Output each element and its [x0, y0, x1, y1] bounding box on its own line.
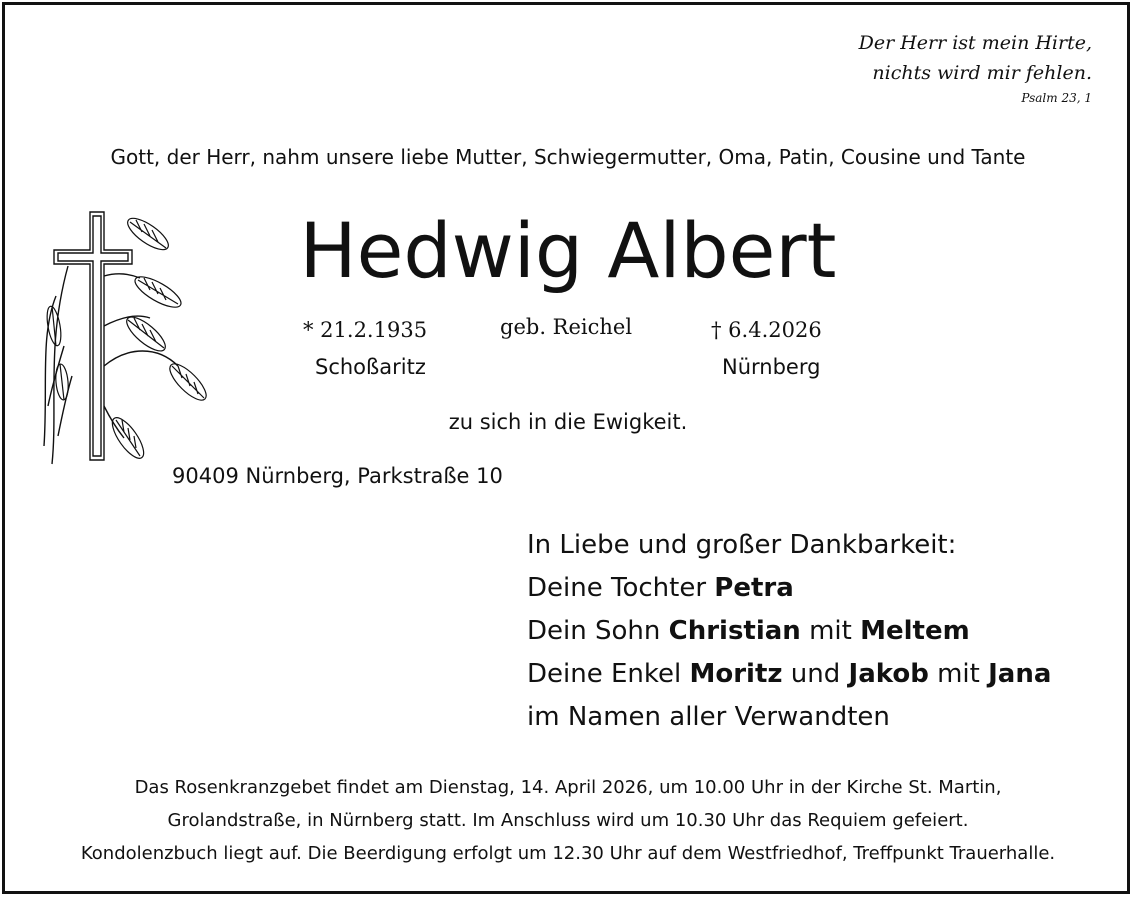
closing-line: zu sich in die Ewigkeit.	[448, 410, 688, 434]
family-line-grandchildren-mid-1: und	[782, 659, 849, 689]
deceased-name: Hedwig Albert	[299, 206, 837, 295]
notice-line-3: Kondolenzbuch liegt auf. Die Beerdigung erfolgt um 12.30 Uhr auf dem Westfriedhof, Treffpunkt Trauerhalle.	[80, 843, 1056, 864]
family-line-son	[527, 610, 970, 653]
grandchild-name-2: Jakob	[848, 659, 929, 689]
psalm-quote-line-2: nichts wird mir fehlen.	[872, 62, 1092, 84]
family-line-grandchildren-prefix: Deine Enkel	[527, 659, 690, 689]
family-line-daughter-prefix: Deine Tochter	[527, 573, 715, 603]
daughter-name: Petra	[714, 573, 794, 603]
notice-line-1: Das Rosenkranzgebet findet am Dienstag, 14. April 2026, um 10.00 Uhr in der Kirche St. Martin,	[134, 777, 1002, 798]
family-line-son-mid: mit	[800, 616, 861, 646]
family-line-grandchildren-mid-2: mit	[928, 659, 989, 689]
family-line-relatives: im Namen aller Verwandten	[527, 702, 890, 732]
family-heading: In Liebe und großer Dankbarkeit:	[527, 530, 957, 560]
family-line-son-prefix: Dein Sohn	[527, 616, 669, 646]
son-partner-name: Meltem	[860, 616, 970, 646]
grandchild-partner-name: Jana	[988, 659, 1052, 689]
intro-text: Gott, der Herr, nahm unsere liebe Mutter, Schwiegermutter, Oma, Patin, Cousine und Tante	[110, 145, 1026, 169]
death-date: † 6.4.2026	[711, 318, 822, 342]
birth-place: Schoßaritz	[315, 355, 426, 379]
family-line-grandchildren	[527, 653, 1051, 696]
psalm-reference: Psalm 23, 1	[1021, 91, 1092, 105]
notice-line-2: Grolandstraße, in Nürnberg statt. Im Anschluss wird um 10.30 Uhr das Requiem gefeiert.	[167, 810, 969, 831]
mourner-address: 90409 Nürnberg, Parkstraße 10	[172, 464, 503, 488]
son-name: Christian	[668, 616, 801, 646]
maiden-name: geb. Reichel	[500, 315, 633, 339]
family-line-daughter	[527, 567, 794, 610]
death-place: Nürnberg	[722, 355, 821, 379]
grandchild-name-1: Moritz	[689, 659, 783, 689]
birth-date: * 21.2.1935	[303, 318, 428, 342]
psalm-quote-line-1: Der Herr ist mein Hirte,	[858, 32, 1092, 54]
